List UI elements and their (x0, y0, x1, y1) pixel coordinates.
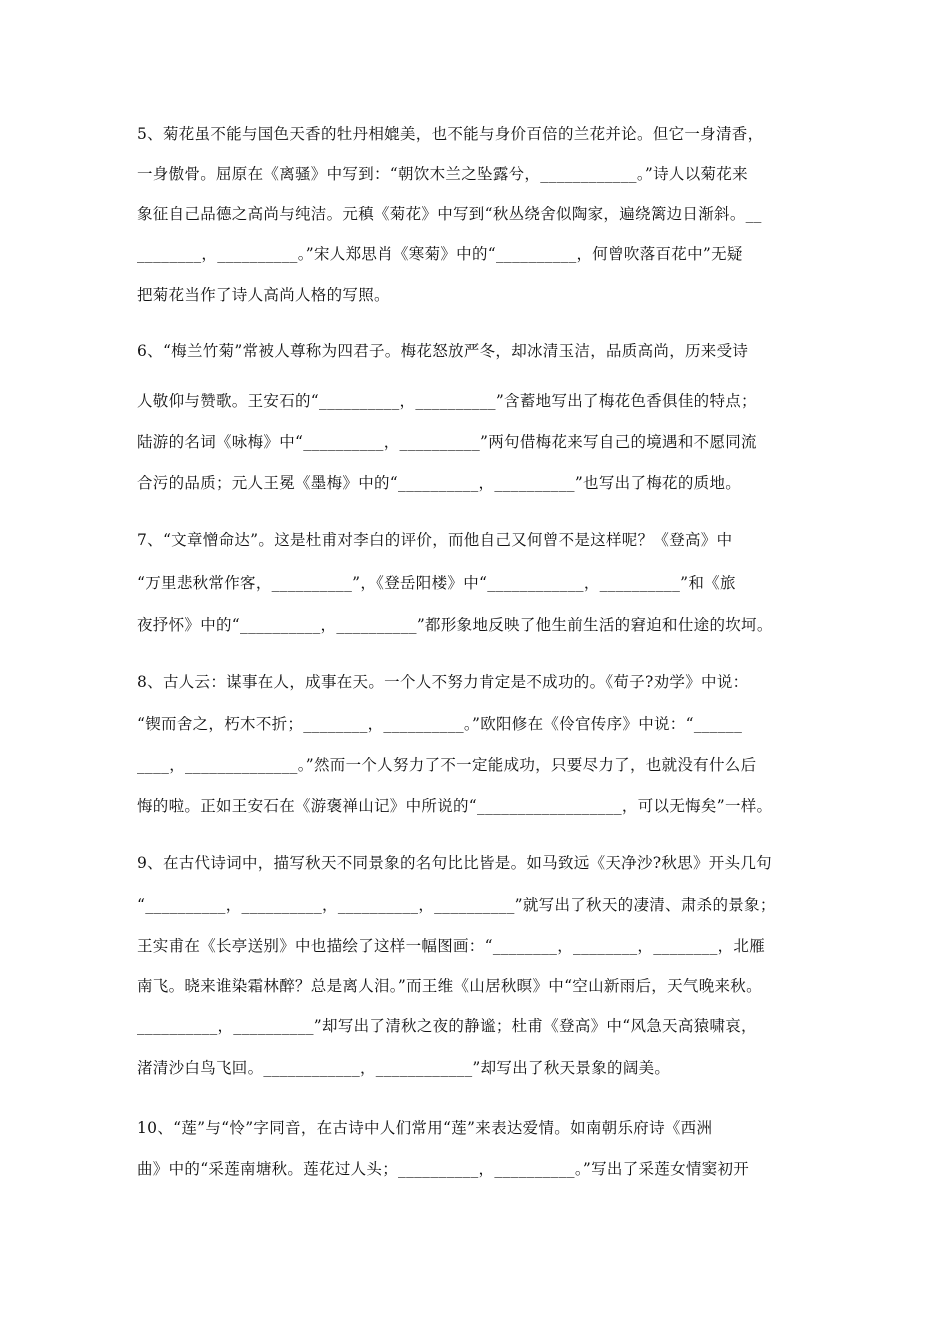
question-10-line-1: 10、“莲”与“怜”字同音，在古诗中人们常用“莲”来表达爱情。如南朝乐府诗《西洲 (137, 1119, 713, 1137)
question-8-line-2: “锲而舍之，朽木不折；________，__________。”欧阳修在《伶官传序》中说：“______ (137, 715, 743, 733)
question-9-line-1: 9、在古代诗词中，描写秋天不同景象的名句比比皆是。如马致远《天净沙?秋思》开头几句 (137, 854, 772, 872)
question-8-line-4: 悔的啦。正如王安石在《游褒禅山记》中所说的“__________________，可以无悔矣”一样。 (137, 797, 773, 815)
question-5-line-2: 一身傲骨。屈原在《离骚》中写到：“朝饮木兰之坠露兮，____________。”诗人以菊花来 (137, 165, 748, 183)
question-10-line-2: 曲》中的“采莲南塘秋。莲花过人头；__________，__________。”写出了采莲女情窦初开 (137, 1160, 750, 1178)
question-8-line-3: ____，______________。”然而一个人努力了不一定能成功，只要尽力了，也就没有什么后 (137, 756, 757, 774)
question-7-line-2: “万里悲秋常作客，__________”，《登岳阳楼》中“____________，__________”和《旅 (137, 574, 736, 592)
question-5-line-3: 象征自己品德之高尚与纯洁。元稹《菊花》中写到“秋丛绕舍似陶家，遍绕篱边日渐斜。__ (137, 205, 762, 223)
question-5-line-1: 5、菊花虽不能与国色天香的牡丹相媲美，也不能与身价百倍的兰花并论。但它一身清香， (137, 125, 764, 143)
question-9-line-6: 渚清沙白鸟飞回。____________，____________”却写出了秋天景象的阔美。 (137, 1059, 671, 1077)
question-6-line-1: 6、“梅兰竹菊”常被人尊称为四君子。梅花怒放严冬，却冰清玉洁，品质高尚，历来受诗 (137, 342, 749, 360)
question-9-line-5: __________，__________”却写出了清秋之夜的静谧；杜甫《登高》中“风急天高猿啸哀， (137, 1017, 757, 1035)
question-5-line-4: ________，__________。”宋人郑思肖《寒菊》中的“__________，何曾吹落百花中”无疑 (137, 245, 743, 263)
question-8-line-1: 8、古人云：谋事在人，成事在天。一个人不努力肯定是不成功的。《荀子?劝学》中说： (137, 673, 749, 691)
question-7-line-3: 夜抒怀》中的“__________，__________”都形象地反映了他生前生活的窘迫和仕途的坎坷。 (137, 616, 773, 634)
question-6-line-2: 人敬仰与赞歌。王安石的“__________，__________”含蓄地写出了梅花色香俱佳的特点； (137, 392, 757, 410)
question-9-line-2: “__________，__________，__________，__________”就写出了秋天的凄清、肃杀的景象； (137, 896, 776, 914)
question-6-line-3: 陆游的名词《咏梅》中“__________，__________”两句借梅花来写自己的境遇和不愿同流 (137, 433, 757, 451)
question-5-line-5: 把菊花当作了诗人高尚人格的写照。 (137, 286, 390, 304)
question-6-line-4: 合污的品质；元人王冕《墨梅》中的“__________，__________”也写出了梅花的质地。 (137, 474, 742, 492)
question-9-line-4: 南飞。晓来谁染霜林醉？总是离人泪。”而王维《山居秋暝》中“空山新雨后，天气晚来秋。 (137, 977, 762, 995)
question-9-line-3: 王实甫在《长亭送别》中也描绘了这样一幅图画：“________，________，________，北雁 (137, 937, 766, 955)
question-7-line-1: 7、“文章憎命达”。这是杜甫对李白的评价，而他自己又何曾不是这样呢？《登高》中 (137, 531, 733, 549)
